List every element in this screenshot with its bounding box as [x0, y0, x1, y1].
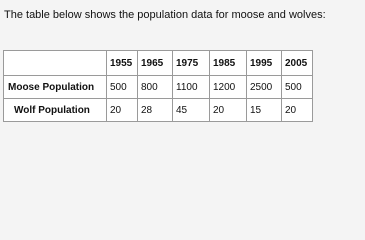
table-cell: 20	[210, 99, 247, 122]
table-cell: 500	[107, 76, 138, 99]
table-cell: 20	[282, 99, 313, 122]
table-cell: 45	[173, 99, 210, 122]
table-header-row	[4, 51, 313, 76]
year-header: 2005	[282, 51, 313, 76]
table-cell: 500	[282, 76, 313, 99]
table-cell: 2500	[247, 76, 282, 99]
table-row-moose	[4, 76, 313, 99]
table-row-wolf	[4, 99, 313, 122]
row-label-moose: Moose Population	[4, 76, 107, 99]
table-corner-cell	[4, 51, 107, 76]
table-cell: 20	[107, 99, 138, 122]
year-header: 1955	[107, 51, 138, 76]
table-cell: 800	[138, 76, 173, 99]
table-cell: 15	[247, 99, 282, 122]
year-header: 1995	[247, 51, 282, 76]
table-cell: 28	[138, 99, 173, 122]
year-header: 1985	[210, 51, 247, 76]
population-table	[3, 50, 313, 122]
table-cell: 1200	[210, 76, 247, 99]
row-label-wolf: Wolf Population	[4, 99, 107, 122]
intro-text: The table below shows the population data for moose and wolves:	[4, 9, 326, 21]
table-cell: 1100	[173, 76, 210, 99]
year-header: 1975	[173, 51, 210, 76]
year-header: 1965	[138, 51, 173, 76]
